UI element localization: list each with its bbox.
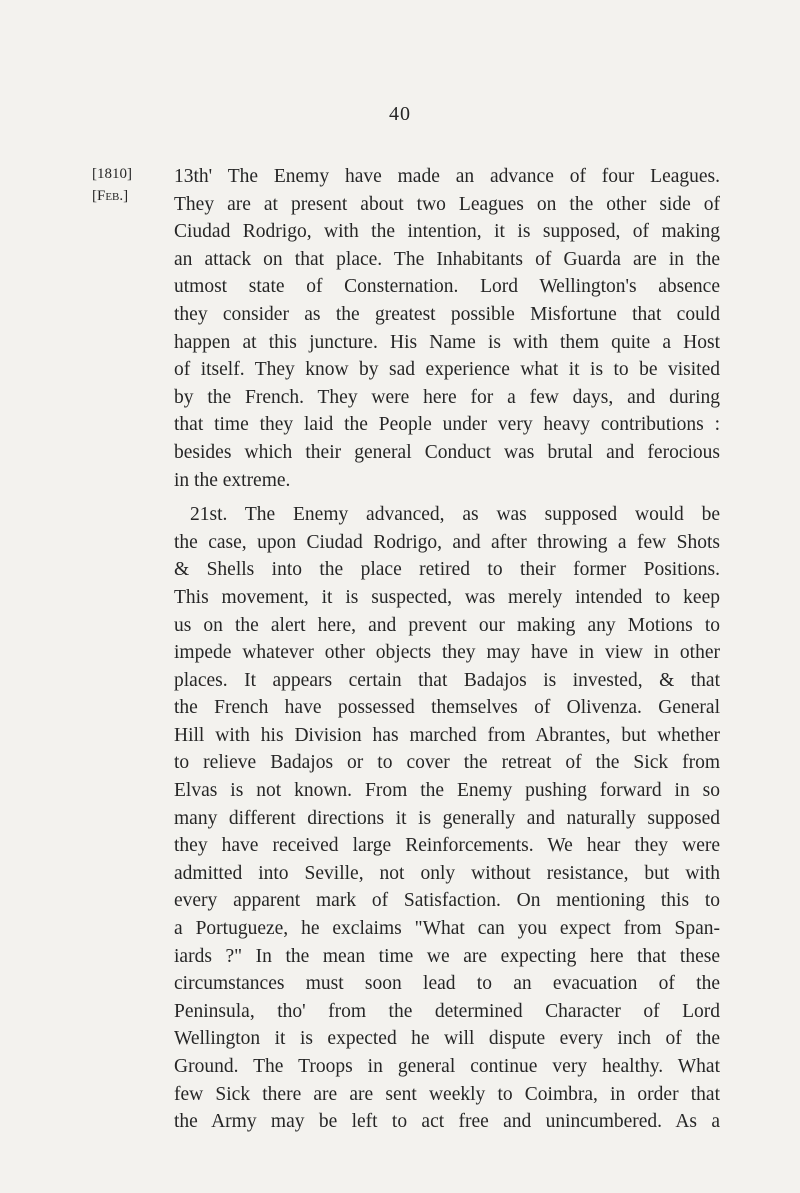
text-line: & Shells into the place retired to their former Positions. (174, 559, 720, 581)
text-line: iards ?" In the mean time we are expecting here that these (174, 945, 720, 967)
body-text (174, 163, 720, 1136)
text-line: They are at present about two Leagues on the other side of (174, 193, 720, 215)
text-line: Ground. The Troops in general continue very healthy. What (174, 1056, 720, 1077)
text-line: they consider as the greatest possible Misfortune that could (174, 303, 720, 325)
text-line: 13th' The Enemy have made an advance of four Leagues. (174, 166, 720, 187)
text-line: the Army may be left to act free and unincumbered. As a (174, 1111, 720, 1133)
text-line: happen at this juncture. His Name is with them quite a Host (174, 331, 720, 353)
text-line: Hill with his Division has marched from Abrantes, but whether (174, 724, 720, 746)
text-line: utmost state of Consternation. Lord Wellington's absence (174, 276, 720, 298)
text-line: an attack on that place. The Inhabitants of Guarda are in the (174, 248, 720, 270)
text-line: few Sick there are are sent weekly to Coimbra, in order that (174, 1083, 720, 1105)
text-line: many different directions it is generally and naturally supposed (174, 807, 720, 829)
text-line: by the French. They were here for a few days, and during (174, 386, 720, 408)
text-line: Peninsula, tho' from the determined Character of Lord (174, 1000, 720, 1022)
text-line: places. It appears certain that Badajos is invested, & that (174, 669, 720, 691)
text-line: us on the alert here, and prevent our making any Motions to (174, 614, 720, 636)
margin-year: [1810] (92, 166, 132, 182)
paragraph-feb-21 (174, 501, 720, 1136)
margin-month: [Feb.] (92, 188, 129, 204)
text-line: circumstances must soon lead to an evacuation of the (174, 973, 720, 995)
text-line: This movement, it is suspected, was merely intended to keep (174, 586, 720, 608)
paragraph-feb-13 (174, 163, 720, 494)
text-line: that time they laid the People under very heavy contributions : (174, 414, 720, 436)
text-line: to relieve Badajos or to cover the retreat of the Sick from (174, 752, 720, 774)
text-line: Ciudad Rodrigo, with the intention, it is supposed, of making (174, 221, 720, 243)
page-number: 40 (389, 103, 411, 125)
text-line: 21st. The Enemy advanced, as was supposed would be (190, 504, 720, 526)
text-line: impede whatever other objects they may have in view in other (174, 642, 720, 664)
text-line: admitted into Seville, not only without resistance, but with (174, 862, 720, 884)
text-line: the French have possessed themselves of Olivenza. General (174, 697, 720, 719)
text-line: a Portugueze, he exclaims "What can you expect from Span- (174, 918, 720, 940)
text-line: of itself. They know by sad experience what it is to be visited (174, 359, 720, 381)
text-line: Elvas is not known. From the Enemy pushing forward in so (174, 780, 720, 802)
text-line: they have received large Reinforcements. We hear they were (174, 835, 720, 857)
text-line: the case, upon Ciudad Rodrigo, and after throwing a few Shots (174, 531, 720, 553)
text-line: every apparent mark of Satisfaction. On mentioning this to (174, 890, 720, 912)
text-line: in the extreme. (174, 469, 291, 491)
text-line: besides which their general Conduct was brutal and ferocious (174, 441, 720, 463)
margin-note (92, 163, 132, 207)
text-line: Wellington it is expected he will dispute every inch of the (174, 1028, 720, 1050)
